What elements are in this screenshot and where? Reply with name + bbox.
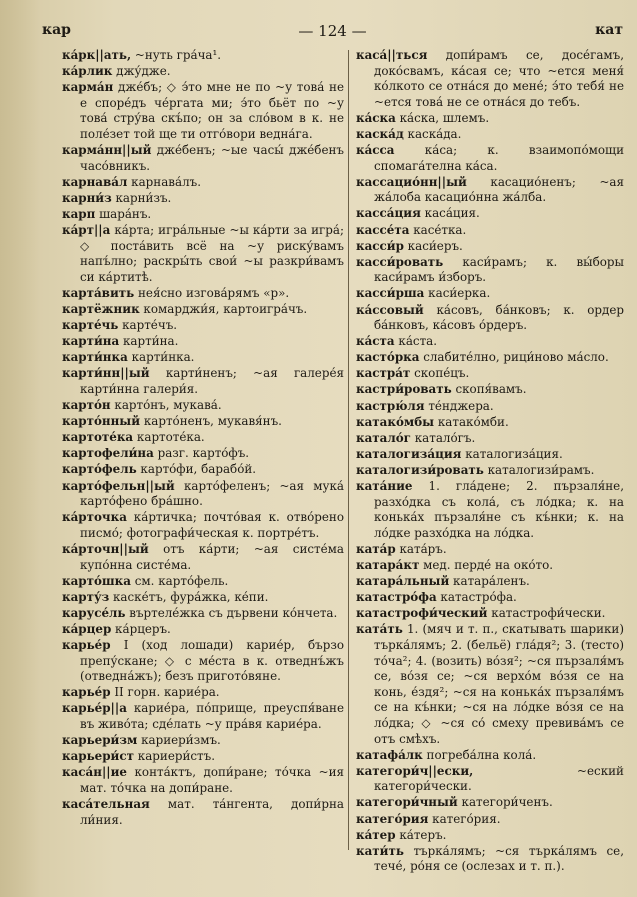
dictionary-entry: карте́чь карте́чъ. <box>62 318 178 333</box>
dictionary-entry: категори́чный категори́ченъ. <box>356 795 553 810</box>
dictionary-entry: карта́вить нея́сно изгова́рямъ «р». <box>62 285 290 300</box>
dictionary-entry: ка́рт||а ка́рта; игра́льные ~ы ка́рти за игра́; ◇ поста́вить всё на ~у риску́вамъ напъ́лно; раскры́ть свои́ ~ы разкри́вамъ си ка́ртитѣ. <box>62 223 344 284</box>
dictionary-entry: катастрофи́ческий катастрофи́чески. <box>356 606 606 621</box>
dictionary-entry: каса́н||ие конта́ктъ, допи́ране; то́чка ~ия мат. то́чка на допи́ране. <box>62 765 344 795</box>
dictionary-entry: ката́р ката́ръ. <box>356 541 447 556</box>
dictionary-entry: каска́д каска́да. <box>356 126 462 141</box>
dictionary-entry: кастрю́ля те́нджера. <box>356 398 494 413</box>
left-column <box>62 48 344 829</box>
dictionary-entry: ка́ска ка́ска, шлемъ. <box>356 110 490 125</box>
dictionary-entry: каталогиза́ция каталогиза́ция. <box>356 446 563 461</box>
dictionary-entry: карье́р||а карие́ра, по́прище, преуспя́ване въ живо́та; сде́лать ~у пра́вя карие́ра. <box>62 701 344 731</box>
dictionary-entry: карнава́л карнава́лъ. <box>62 174 201 189</box>
dictionary-entry: ка́тер ка́теръ. <box>356 827 447 842</box>
dictionary-entry: каталогизи́ровать каталогизи́рамъ. <box>356 462 595 477</box>
dictionary-entry: карти́нка карти́нка. <box>62 350 195 365</box>
dictionary-entry: карти́нн||ый карти́ненъ; ~ая галере́я карти́нна галери́я. <box>62 366 344 396</box>
dictionary-entry: ка́ссовый ка́совъ, ба́нковъ; к. ордер ба́нковъ, ка́совъ о́рдеръ. <box>356 302 624 333</box>
dictionary-entry: карто́н карто́нъ, мукава́. <box>62 398 222 413</box>
dictionary-entry: ка́сса ка́са; к. взаимопо́мощи спомага́телна ка́са. <box>356 143 624 173</box>
dictionary-entry: карту́з каске́тъ, фура́жка, ке́пи. <box>62 589 269 604</box>
page-header <box>42 22 623 42</box>
dictionary-entry: ката́ние 1. гла́дене; 2. пързаля́не, разхо́дка съ кола́, съ ло́дка; к. на конька́х пързаля́не съ къ́нки; к. на ло́дке разхо́дка на ло́дка. <box>356 479 624 540</box>
dictionary-entry: касси́р каси́еръ. <box>356 238 463 253</box>
dictionary-entry: катало́г катало́гъ. <box>356 430 476 445</box>
dictionary-entry: кати́ть търка́лямъ; ~ся търка́лямъ се, тече́, ро́ня се (ослезах и т. п.). <box>356 843 624 874</box>
header-left-guide-word: кар <box>42 22 71 38</box>
dictionary-entry: катара́льный катара́ленъ. <box>356 574 530 589</box>
dictionary-entry: катара́кт мед. перде́ на око́то. <box>356 558 554 572</box>
dictionary-entry: каса́тельная мат. та́нгента, допи́рна ли́ния. <box>62 796 344 827</box>
dictionary-entry: катафа́лк погреба́лна кола́. <box>356 747 537 762</box>
dictionary-entry: карусе́ль въртеле́жка съ дървени ко́нчета. <box>62 605 338 620</box>
dictionary-entry: карни́з карни́зъ. <box>62 190 172 205</box>
dictionary-entry: карто́фель карто́фи, барабо́й. <box>62 462 257 477</box>
dictionary-entry: касси́рша каси́ерка. <box>356 286 491 301</box>
dictionary-entry: категори́ч||ески, ~еский категори́чески. <box>356 763 624 794</box>
dictionary-entry: картофели́на разг. карто́фъ. <box>62 446 250 461</box>
page-number: — 124 — <box>298 22 367 40</box>
dictionary-entry: ка́ста ка́ста. <box>356 334 438 349</box>
dictionary-entry: картоте́ка картоте́ка. <box>62 430 205 445</box>
dictionary-entry: катастро́фа катастро́фа. <box>356 590 517 605</box>
dictionary-entry: карье́р II горн. карие́ра. <box>62 685 220 700</box>
dictionary-entry: кастри́ровать скопя́вамъ. <box>356 382 527 397</box>
dictionary-entry: карьери́зм кариери́змъ. <box>62 733 221 748</box>
right-column <box>356 48 624 875</box>
dictionary-entry: карма́нн||ый дже́бенъ; ~ые часы́ дже́бенъ часо́вникъ. <box>62 143 344 173</box>
dictionary-entry: кассацио́нн||ый касацио́ненъ; ~ая жа́лоба касацио́нна жа́лба. <box>356 174 624 205</box>
dictionary-entry: кассе́та касе́тка. <box>356 222 467 237</box>
header-right-guide-word: кат <box>595 22 623 38</box>
dictionary-entry: карье́р I (ход лошади) карие́р, бързо препу́скане; ◇ с ме́ста в к. отведнъ́жъ (отведна́жъ); безъ пригото́вяне. <box>62 637 344 684</box>
dictionary-entry: касто́рка слабите́лно, рици́ново ма́сло. <box>356 350 609 365</box>
dictionary-entry: ка́рточка ка́ртичка; почто́вая к. отво́рено писмо́; фотографи́ческая к. портре́тъ. <box>62 510 344 540</box>
dictionary-entry: карти́на карти́на. <box>62 334 179 349</box>
dictionary-entry: кастра́т скопе́цъ. <box>356 366 470 381</box>
dictionary-entry: карто́нный карто́ненъ, мукавя́нъ. <box>62 414 282 429</box>
dictionary-entry: ката́ть 1. (мяч и т. п., скатывать шарики) търка́лямъ; 2. (бельё) гла́дя²; 3. (тесто) то́ча²; 4. (возить) во́зя²; ~ся пързаля́мъ се, во́зя се; ~ся верхо́м во́зя се на конь, е́здя²; ~ся на конька́х пързаля́мъ се на къ́нки; ~ся на ло́дке во́зя се на ло́дка; ◇ ~ся со́ смеху превива́мъ се отъ смѣхъ. <box>356 622 624 746</box>
dictionary-entry: катего́рия катего́рия. <box>356 811 501 826</box>
dictionary-entry: ка́рцер ка́рцеръ. <box>62 621 171 636</box>
dictionary-entry: ка́рк||ать, ~нуть гра́ча¹. <box>62 48 222 62</box>
dictionary-entry: касси́ровать каси́рамъ; к. вы́боры каси́рамъ и́зборъ. <box>356 254 624 285</box>
dictionary-entry: касса́ция каса́ция. <box>356 206 480 221</box>
page-binding-shadow <box>0 0 40 897</box>
dictionary-entry: картёжник комарджи́я, картоигра́чъ. <box>62 302 308 316</box>
dictionary-entry: карто́шка см. карто́фель. <box>62 573 229 588</box>
dictionary-entry: карма́н дже́бъ; ◇ э́то мне не по ~у това́ не е споре́дъ че́ргата ми; э́то бьёт по ~у това́ стру́ва скъ́по; он за сло́вом в к. не поле́зет той ще ти отго́вори ведна́га. <box>62 80 344 141</box>
dictionary-entry: карп шара́нъ. <box>62 206 152 221</box>
dictionary-entry: ка́рлик джу́дже. <box>62 64 171 79</box>
column-divider <box>348 50 349 850</box>
dictionary-entry: катако́мбы катако́мби. <box>356 414 509 429</box>
dictionary-entry: каса́||ться допи́рамъ се, досе́гамъ, доко́свамъ, ка́сая се; что ~ется меня́ ко́лкото се отна́ся до мене́; э́то тебя́ не ~ется това́ не се отна́ся до тебъ. <box>356 48 624 109</box>
dictionary-entry: карто́фельн||ый карто́феленъ; ~ая мука́ карто́фено бра́шно. <box>62 478 344 509</box>
dictionary-entry: ка́рточн||ый отъ ка́рти; ~ая систе́ма купо́нна систе́ма. <box>62 541 344 572</box>
dictionary-entry: карьери́ст кариери́стъ. <box>62 749 215 764</box>
